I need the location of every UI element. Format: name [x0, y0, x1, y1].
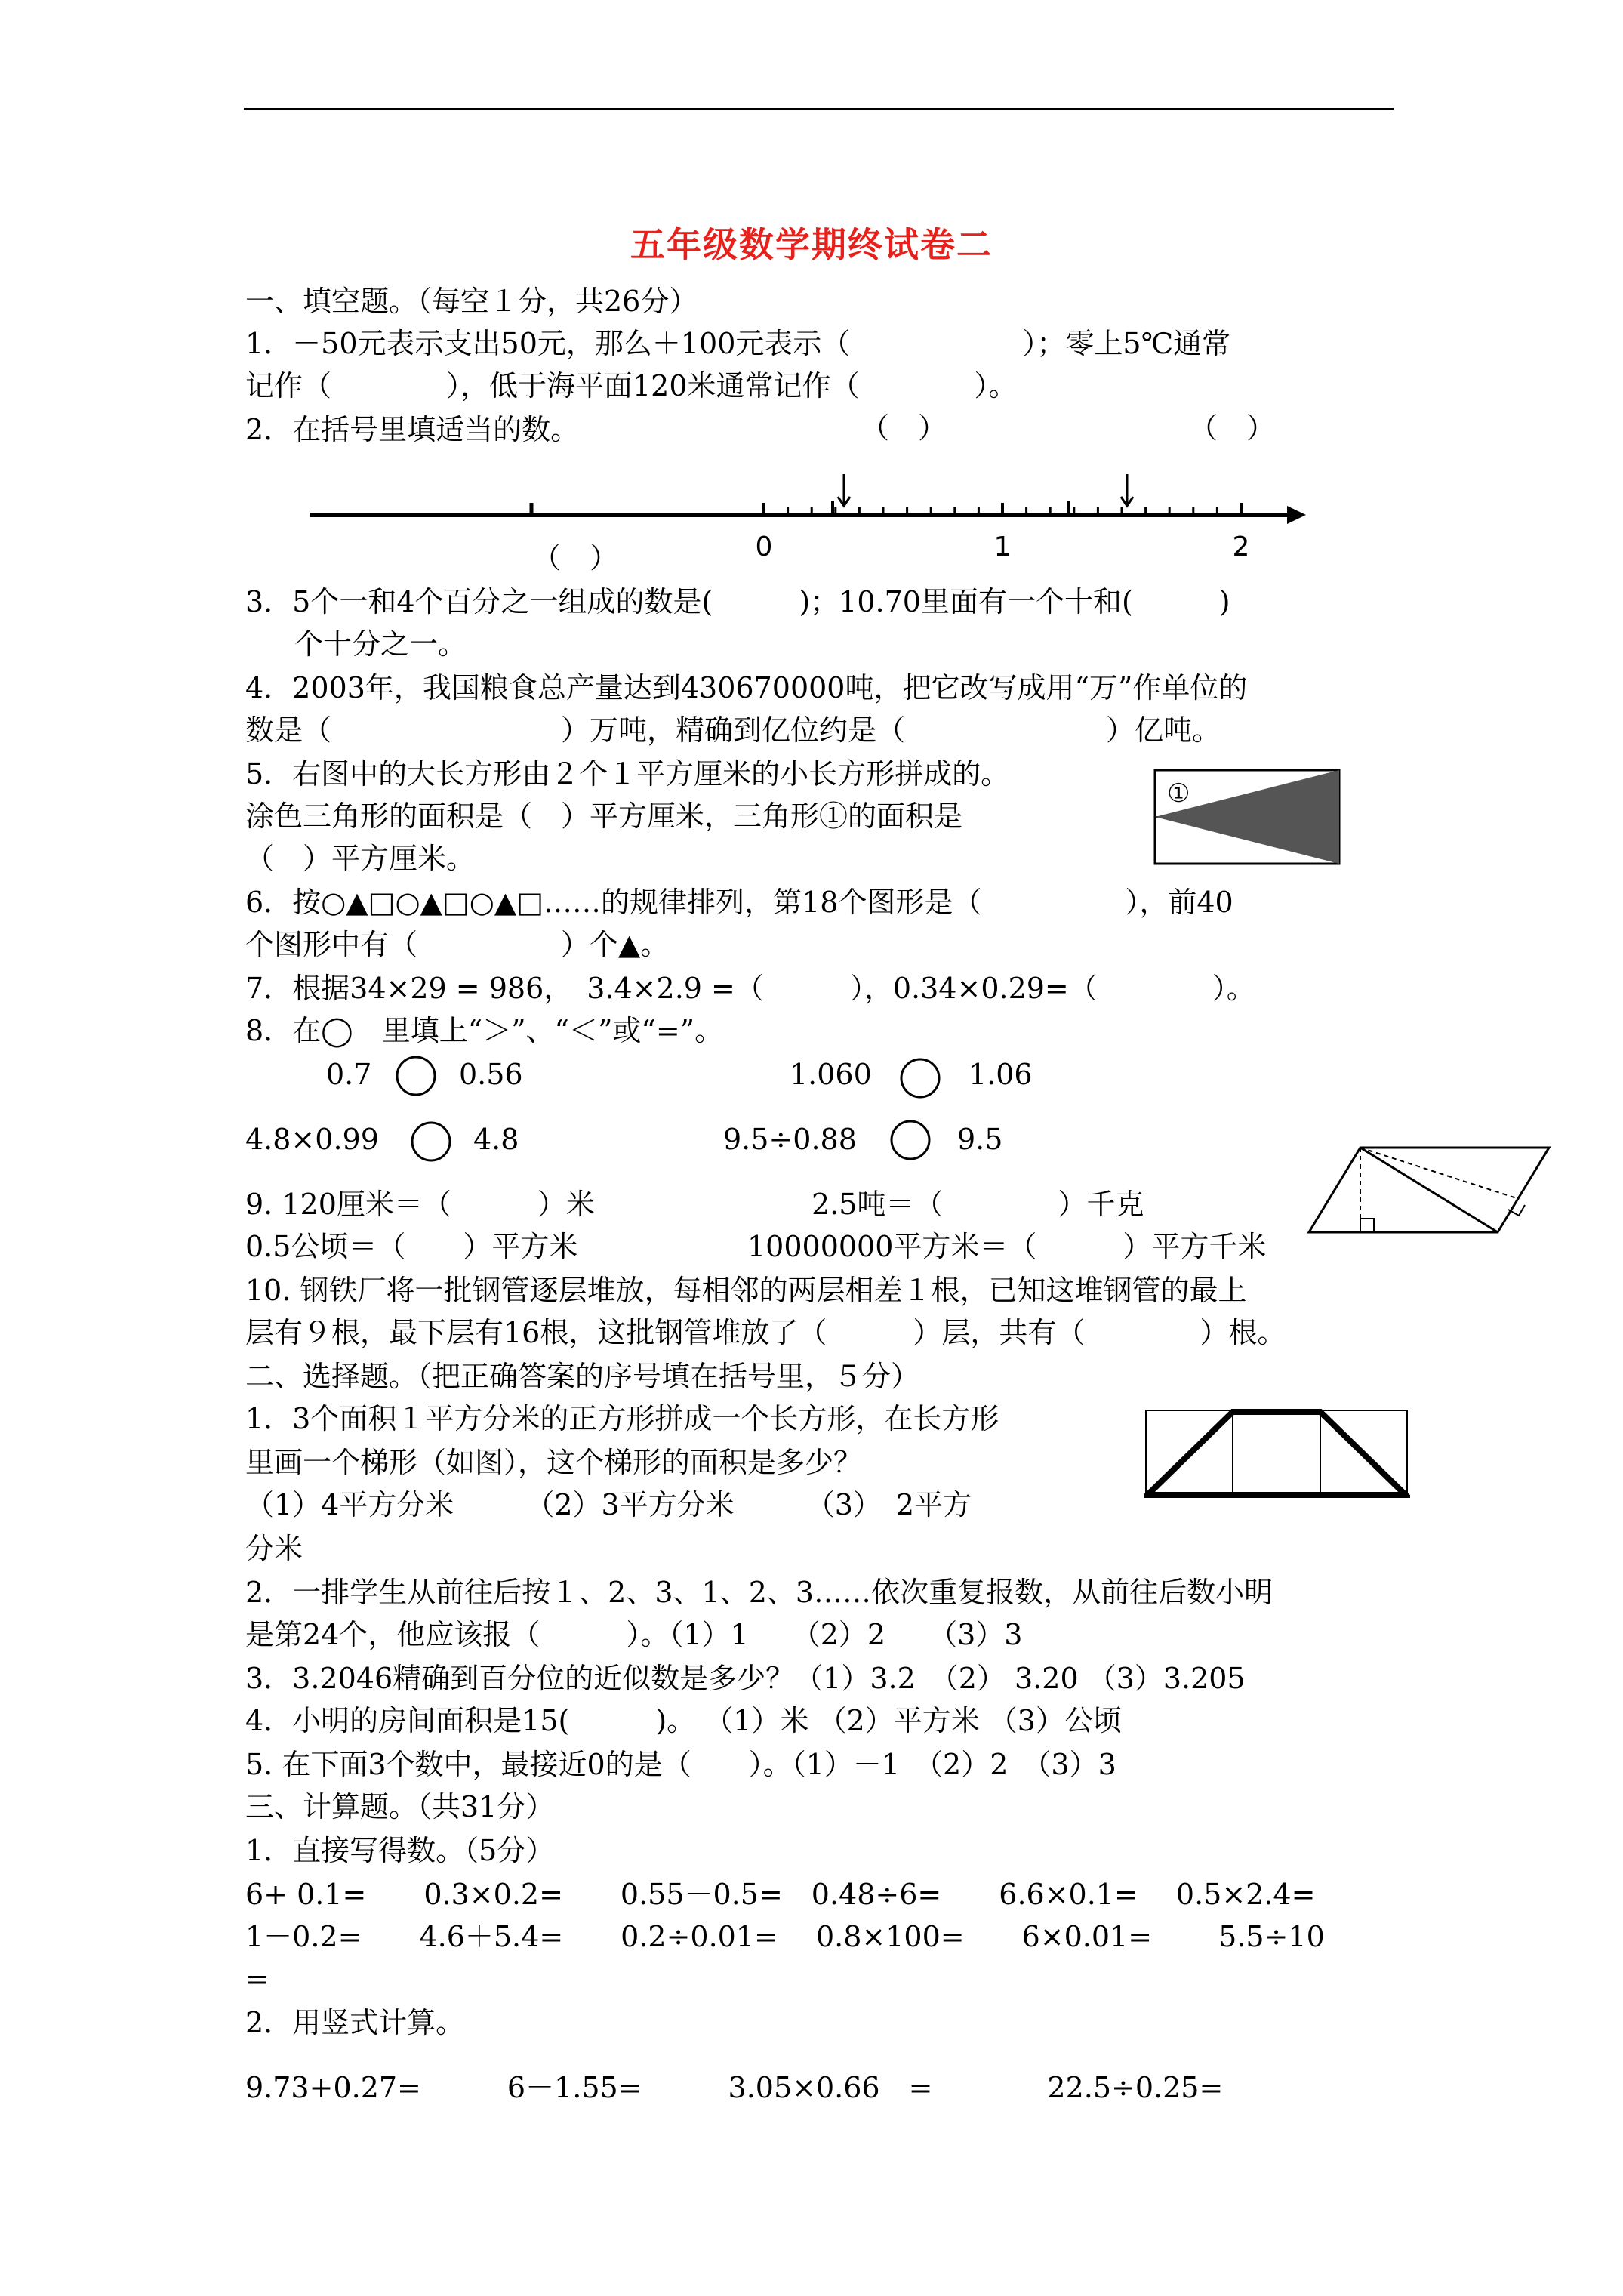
compare-b-right: 1.06	[969, 1058, 1033, 1091]
choice-4: 4．小明的房间面积是15( )。 （1）米 （2）平方米 （3）公顷	[245, 1704, 1122, 1737]
question-5-line-2: 涂色三角形的面积是（ ）平方厘米，三角形①的面积是	[245, 800, 963, 833]
compare-a-left: 0.7	[326, 1058, 372, 1091]
parallelogram-figure	[1300, 1140, 1557, 1238]
numberline-label-0: 0	[755, 532, 773, 559]
number-line	[302, 453, 1313, 559]
choice-5: 5. 在下面3个数中，最接近0的是（ ）。（1）－1 （2）2 （3）3	[245, 1748, 1116, 1781]
question-10-line-1: 10. 钢铁厂将一批钢管逐层堆放，每相邻的两层相差１根，已知这堆钢管的最上	[245, 1274, 1247, 1307]
calc-1-heading: 1．直接写得数。（5分）	[245, 1834, 555, 1867]
choice-3: 3．3.2046精确到百分位的近似数是多少？（1）3.2 （2） 3.20 （3）3.205	[245, 1662, 1246, 1695]
compare-d-circle[interactable]	[889, 1119, 932, 1161]
trapezoid	[1147, 1412, 1406, 1495]
numberline-blank-below: （ ）	[532, 541, 619, 575]
question-1-line-2: 记作（ ），低于海平面120米通常记作（ ）。	[245, 369, 1018, 402]
question-6-line-2: 个图形中有（ ）个▲。	[245, 928, 670, 961]
compare-d-left: 9.5÷0.88	[723, 1123, 857, 1156]
three-squares-rectangle	[1146, 1410, 1407, 1496]
question-5-line-3: （ ）平方厘米。	[245, 842, 476, 875]
trapezoid-figure	[1144, 1409, 1410, 1499]
numberline-label-1: 1	[993, 532, 1012, 559]
compare-b-circle[interactable]	[899, 1057, 941, 1099]
section-3-heading: 三、计算题。（共31分）	[245, 1790, 555, 1823]
parallelogram-diagonal	[1360, 1148, 1498, 1232]
choice-1-line-4: 分米	[245, 1532, 303, 1565]
compare-a-right: 0.56	[459, 1058, 523, 1091]
parallelogram-height-2	[1360, 1148, 1519, 1199]
question-5-line-1: 5．右图中的大长方形由２个１平方厘米的小长方形拼成的。	[245, 757, 1010, 791]
question-7: 7．根据34×29 = 986， 3.4×2.9 =（ ），0.34×0.29=（ ）。	[245, 972, 1255, 1005]
compare-c-circle[interactable]	[410, 1120, 452, 1163]
calc-vertical-row: 9.73+0.27= 6－1.55= 3.05×0.66 = 22.5÷0.25=	[245, 2071, 1224, 2104]
calc-row-3: =	[245, 1962, 269, 1996]
question-9-part-4: 10000000平方米＝（ ）平方千米	[747, 1230, 1267, 1263]
question-10-line-2: 层有９根，最下层有16根，这批钢管堆放了（ ）层，共有（ ）根。	[245, 1316, 1286, 1349]
choice-1-line-3: （1）4平方分米 （2）3平方分米 （3） 2平方	[245, 1488, 972, 1521]
question-6-line-1: 6．按○▲□○▲□○▲□……的规律排列，第18个图形是（ ），前40	[245, 886, 1233, 919]
choice-2-line-1: 2．一排学生从前往后按１、2、3、1、2、3……依次重复报数，从前往后数小明	[245, 1576, 1273, 1609]
question-4-line-2: 数是（ ）万吨，精确到亿位约是（ ）亿吨。	[245, 713, 1221, 747]
compare-b-left: 1.060	[790, 1058, 872, 1091]
compare-c-left: 4.8×0.99	[245, 1123, 379, 1156]
triangle-label: ①	[1167, 778, 1190, 809]
compare-c-right: 4.8	[473, 1123, 519, 1156]
question-2: 2．在括号里填适当的数。	[245, 413, 580, 446]
question-4-line-1: 4．2003年，我国粮食总产量达到430670000吨，把它改写成用“万”作单位的	[245, 671, 1248, 704]
numberline-blank-above-1: （ ）	[861, 411, 947, 445]
choice-1-line-2: 里画一个梯形（如图），这个梯形的面积是多少？	[245, 1446, 863, 1479]
question-8: 8．在◯ 里填上“＞”、“＜”或“=”。	[245, 1014, 724, 1047]
number-line-arrowhead	[1287, 506, 1306, 524]
choice-2-line-2: 是第24个，他应该报（ ）。（1）1 （2）2 （3）3	[245, 1618, 1023, 1651]
question-1-line-1: 1．－50元表示支出50元，那么＋100元表示（ ）；零上5℃通常	[245, 327, 1231, 360]
calc-2-heading: 2．用竖式计算。	[245, 2006, 465, 2039]
section-1-heading: 一、填空题。（每空１分，共26分）	[245, 285, 698, 318]
question-9-part-2: 2.5吨＝（ ）千克	[812, 1188, 1144, 1221]
compare-a-circle[interactable]	[395, 1055, 437, 1097]
compare-d-right: 9.5	[957, 1123, 1003, 1156]
section-2-heading: 二、选择题。（把正确答案的序号填在括号里，５分）	[245, 1360, 920, 1393]
question-9-part-1: 9. 120厘米＝（ ）米	[245, 1188, 595, 1221]
numberline-label-2: 2	[1232, 532, 1250, 559]
question-3-line-1: 3．5个一和4个百分之一组成的数是( )；10.70里面有一个十和( )	[245, 585, 1230, 618]
rectangle-triangle-figure	[1153, 769, 1342, 867]
question-3-line-2: 个十分之一。	[294, 627, 467, 661]
choice-1-line-1: 1．3个面积１平方分米的正方形拼成一个长方形，在长方形	[245, 1402, 999, 1435]
number-line-minor-ticks	[764, 503, 1241, 515]
top-rule	[244, 108, 1394, 110]
calc-row-1: 6+ 0.1= 0.3×0.2= 0.55－0.5= 0.48÷6= 6.6×0.1= 0.5×2.4=	[245, 1878, 1316, 1911]
page-title: 五年级数学期终试卷二	[630, 224, 993, 265]
calc-row-2: 1－0.2= 4.6＋5.4= 0.2÷0.01= 0.8×100= 6×0.01= 5.5÷10	[245, 1920, 1325, 1953]
question-9-part-3: 0.5公顷＝（ ）平方米	[245, 1230, 578, 1263]
numberline-blank-above-2: （ ）	[1189, 411, 1276, 445]
